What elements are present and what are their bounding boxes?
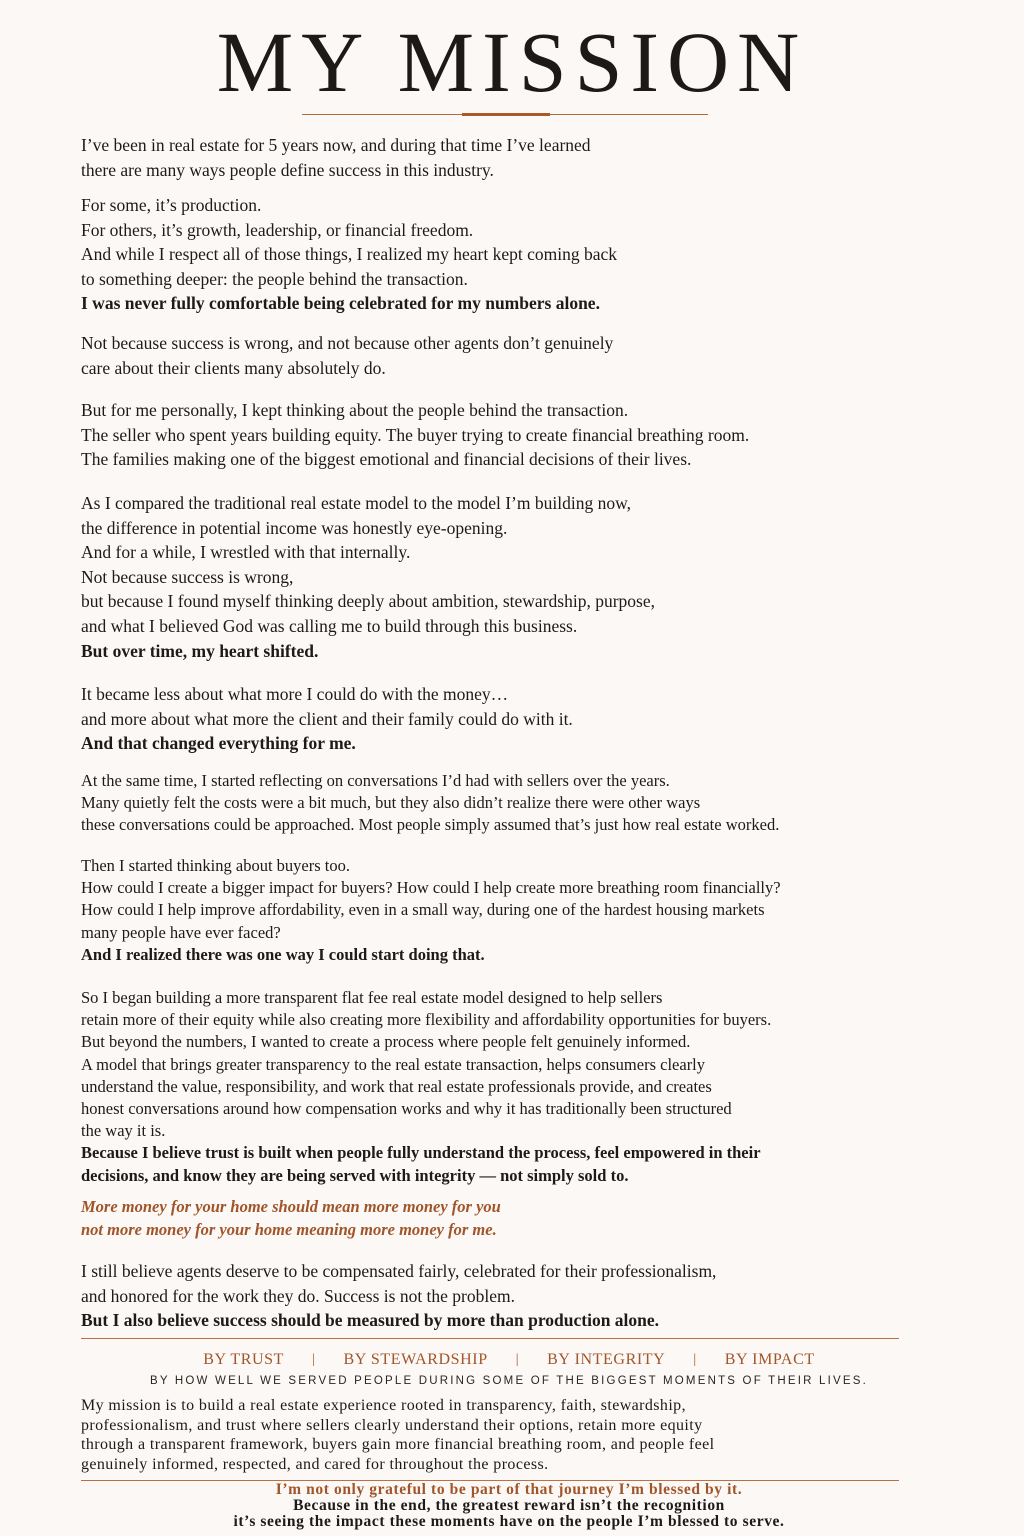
paragraph-line: I was never fully comfortable being celebrated for my numbers alone. — [81, 293, 600, 314]
paragraph-line: understand the value, responsibility, and work that real estate professionals provide, and creates — [81, 1076, 712, 1096]
closing-statement — [81, 1482, 937, 1530]
paragraph-line: And for a while, I wrestled with that internally. — [81, 542, 411, 563]
paragraph-line: But beyond the numbers, I wanted to create a process where people felt genuinely informed. — [81, 1032, 691, 1052]
paragraph-line: As I compared the traditional real estate model to the model I’m building now, — [81, 493, 631, 513]
tagline-line: not more money for your home meaning more money for me. — [81, 1220, 497, 1239]
paragraph-line: many people have ever faced? — [81, 922, 281, 942]
paragraph-line: For some, it’s production. — [81, 195, 262, 215]
pillar-separator: | — [693, 1352, 697, 1367]
title-divider-accent — [462, 113, 550, 116]
paragraph-line: these conversations could be approached. Most people simply assumed that’s just how real estate worked. — [81, 815, 780, 835]
paragraph-line: How could I help improve affordability, even in a small way, during one of the hardest housing markets — [81, 900, 765, 920]
closing-line-2: Because in the end, the greatest reward isn’t the recognition — [293, 1497, 725, 1514]
paragraph-line: And while I respect all of those things, I realized my heart kept coming back — [81, 244, 618, 265]
paragraph-line: I’ve been in real estate for 5 years now, and during that time I’ve learned — [81, 135, 591, 155]
paragraph — [81, 491, 655, 663]
paragraph — [81, 855, 781, 966]
paragraph-line: At the same time, I started reflecting on conversations I’d had with sellers over the years. — [81, 771, 670, 790]
pillar-trust: BY TRUST — [203, 1351, 285, 1368]
paragraph — [81, 682, 573, 756]
closing-line-3: it’s seeing the impact these moments have on the people I’m blessed to serve. — [233, 1513, 785, 1530]
paragraph — [81, 133, 591, 182]
paragraph-line: the difference in potential income was honestly eye-opening. — [81, 517, 508, 538]
section-divider-top — [81, 1338, 899, 1339]
paragraph-line: Not because success is wrong, and not because other agents don’t genuinely — [81, 333, 614, 353]
paragraph-line: But for me personally, I kept thinking about the people behind the transaction. — [81, 400, 629, 420]
paragraph-line: but because I found myself thinking deeply about ambition, stewardship, purpose, — [81, 591, 655, 612]
mission-line: My mission is to build a real estate experience rooted in transparency, faith, stewardship, — [81, 1397, 686, 1414]
paragraph-line: So I began building a more transparent flat fee real estate model designed to help sellers — [81, 988, 663, 1007]
pillars-subline: BY HOW WELL WE SERVED PEOPLE DURING SOME OF THE BIGGEST MOMENTS OF THEIR LIVES. — [149, 1375, 869, 1387]
pillars-row — [81, 1351, 937, 1369]
paragraph-line: The families making one of the biggest emotional and financial decisions of their lives. — [81, 449, 692, 470]
paragraph-line: It became less about what more I could do with the money… — [81, 684, 509, 704]
pillar-impact: BY IMPACT — [724, 1351, 815, 1368]
mission-statement — [81, 1396, 715, 1474]
paragraph — [81, 987, 771, 1187]
paragraph — [81, 1195, 501, 1241]
paragraph-line: Because I believe trust is built when people fully understand the process, feel empowered in their — [81, 1143, 761, 1163]
paragraph-line: honest conversations around how compensation works and why it has traditionally been structured — [81, 1099, 732, 1119]
paragraph — [81, 193, 617, 316]
mission-line: genuinely informed, respected, and cared for throughout the process. — [81, 1455, 549, 1473]
pillar-integrity: BY INTEGRITY — [547, 1351, 666, 1368]
paragraph-line: care about their clients many absolutely do. — [81, 357, 386, 378]
paragraph-line: But I also believe success should be measured by more than production alone. — [81, 1310, 660, 1331]
paragraph — [81, 331, 613, 380]
pillar-separator: | — [515, 1352, 520, 1367]
closing-line-1: I’m not only grateful to be part of that journey I’m blessed by it. — [275, 1481, 743, 1498]
paragraph-line: decisions, and know they are being served with integrity — not simply sold to. — [81, 1165, 629, 1185]
paragraph-line: And that changed everything for me. — [81, 733, 356, 754]
paragraph-line: and more about what more the client and their family could do with it. — [81, 708, 573, 729]
paragraph-line: to something deeper: the people behind the transaction. — [81, 268, 468, 289]
paragraph-line: Then I started thinking about buyers too. — [81, 856, 350, 875]
paragraph-line: And I realized there was one way I could start doing that. — [81, 944, 485, 964]
paragraph-line: and what I believed God was calling me to build through this business. — [81, 615, 578, 636]
paragraph-line: A model that brings greater transparency to the real estate transaction, helps consumers clearly — [81, 1054, 706, 1074]
page-title: MY MISSION — [216, 14, 808, 110]
paragraph — [81, 770, 779, 837]
paragraph-line: retain more of their equity while also creating more flexibility and affordability opportunities for buyers. — [81, 1010, 772, 1030]
paragraph-line: Not because success is wrong, — [81, 566, 294, 587]
paragraph-line: the way it is. — [81, 1121, 166, 1141]
paragraph — [81, 1259, 716, 1333]
mission-line: professionalism, and trust where sellers clearly understand their options, retain more equity — [81, 1416, 703, 1434]
paragraph-line: The seller who spent years building equity. The buyer trying to create financial breathing room. — [81, 424, 750, 445]
pillar-stewardship: BY STEWARDSHIP — [343, 1351, 488, 1368]
pillar-separator: | — [312, 1352, 316, 1367]
paragraph-line: I still believe agents deserve to be compensated fairly, celebrated for their professionalism, — [81, 1261, 717, 1281]
paragraph — [81, 398, 749, 472]
paragraph-line: and honored for the work they do. Success is not the problem. — [81, 1285, 516, 1306]
paragraph-line: there are many ways people define success in this industry. — [81, 159, 494, 180]
paragraph-line: How could I create a bigger impact for buyers? How could I help create more breathing room financially? — [81, 878, 781, 898]
tagline-line: More money for your home should mean more money for you — [81, 1197, 501, 1216]
paragraph-line: But over time, my heart shifted. — [81, 640, 319, 661]
paragraph-line: Many quietly felt the costs were a bit much, but they also didn’t realize there were other ways — [81, 793, 701, 813]
paragraph-line: For others, it’s growth, leadership, or financial freedom. — [81, 219, 474, 240]
mission-line: through a transparent framework, buyers gain more financial breathing room, and people feel — [81, 1436, 715, 1453]
